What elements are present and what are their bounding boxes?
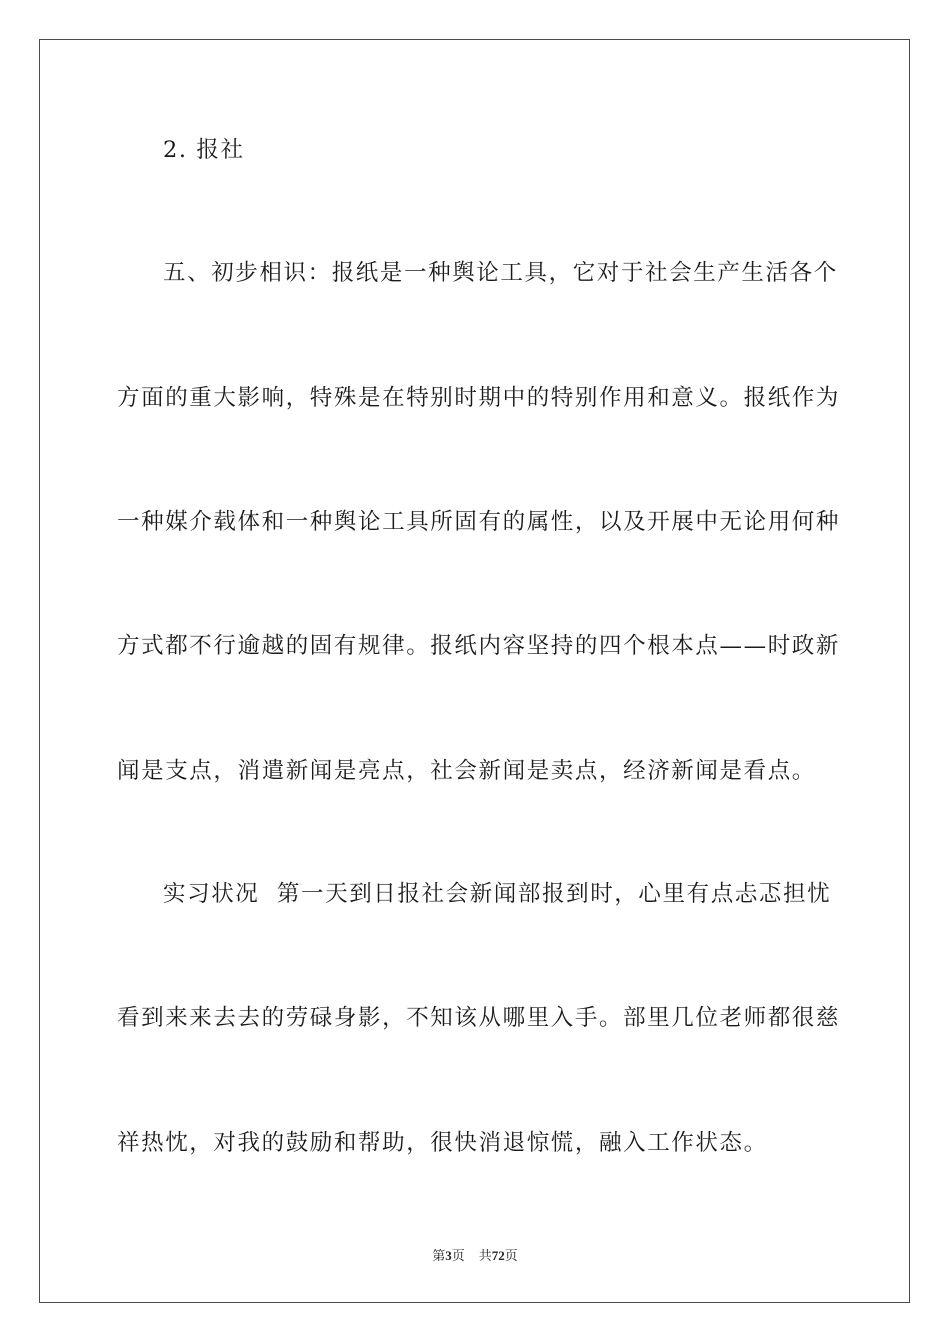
paragraph-line: 实习状况 第一天到日报社会新闻部报到时，心里有点忐忑担忧: [163, 881, 832, 907]
paragraph-line: 一种媒介载体和一种舆论工具所固有的属性，以及开展中无论用何种: [117, 509, 841, 535]
paragraph-line: 方式都不行逾越的固有规律。报纸内容坚持的四个根本点——时政新: [117, 633, 841, 659]
section-heading: 2. 报社: [163, 137, 245, 163]
page-footer: [0, 1247, 950, 1265]
page-number: 3: [445, 1248, 452, 1263]
paragraph-line: 祥热忱，对我的鼓励和帮助，很快消退惊慌，融入工作状态。: [117, 1130, 768, 1156]
paragraph-line: 五、初步相识：报纸是一种舆论工具，它对于社会生产生活各个: [163, 260, 838, 286]
page-suffix: 页: [451, 1248, 465, 1263]
paragraph-line: 看到来来去去的劳碌身影，不知该从哪里入手。部里几位老师都很慈: [117, 1005, 841, 1031]
total-suffix: 页: [504, 1248, 518, 1263]
total-pages: 72: [491, 1248, 505, 1263]
paragraph-line: 方面的重大影响，特殊是在特别时期中的特别作用和意义。报纸作为: [117, 385, 841, 411]
page-prefix: 第: [432, 1248, 446, 1263]
paragraph-line: 闻是支点，消遣新闻是亮点，社会新闻是卖点，经济新闻是看点。: [117, 758, 816, 784]
page-border: [39, 39, 910, 1303]
total-prefix: 共: [478, 1248, 492, 1263]
